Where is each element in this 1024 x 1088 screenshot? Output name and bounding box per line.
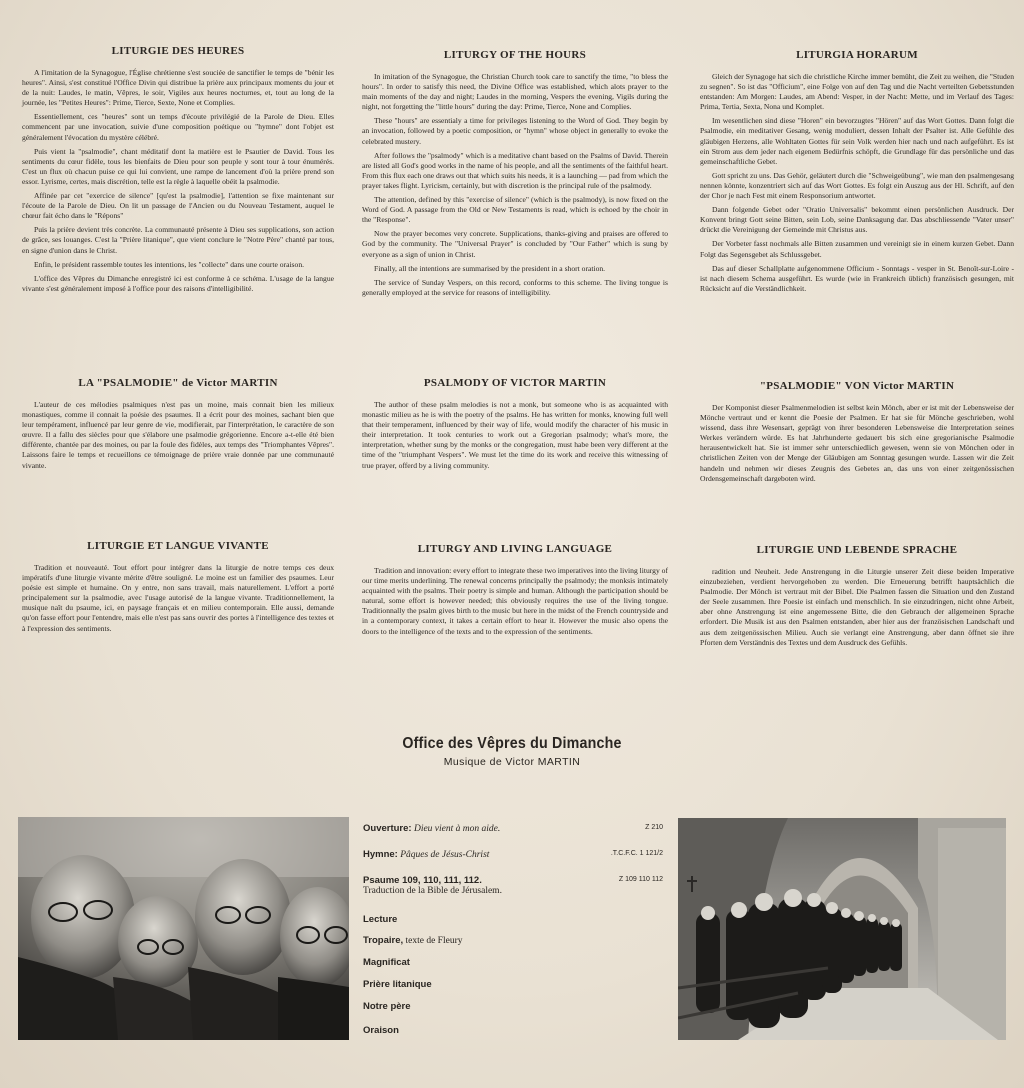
en-psalmody-section — [362, 377, 668, 475]
program-item — [363, 935, 663, 957]
section-heading: "PSALMODIE" VON Victor MARTIN — [759, 380, 955, 392]
section-heading: LITURGIE UND LEBENDE SPRACHE — [756, 544, 958, 556]
fr-language-section — [22, 540, 334, 638]
section-paragraph: Now the prayer becomes very concrete. Supplications, thanks-giving and praises are offered to God by the community. The "Universal Prayer" is concluded by "Our Father" which is sung by everyone as a sign of union in Christ. — [362, 229, 668, 259]
section-heading: LITURGY AND LIVING LANGUAGE — [417, 543, 613, 555]
program-subtitle: Musique de Victor MARTIN — [443, 756, 581, 768]
section-paragraph: The attention, defined by this "exercise of silence" (which is the psalmody), is now fixed on the Word of God. A passage from the Old or New Testaments is read, which is echoed by the choir in the "Response". — [362, 195, 668, 225]
section-paragraph: Tradition et nouveauté. Tout effort pour intégrer dans la liturgie de notre temps ces deux impératifs d'une liturgie vivante mérite d'être souligné. Le moine est un familier des psaumes. Leur poésie est simple et humaine. On y entre, non sans travail, mais naturellement. L'effort a porté principalement sur la psalmodie, avec l'usage autorisé de la langue vivante. Traditionnellement, la musique naît du psaume, ici, en paysage français et en milieu contemporain. Elle aussi, demande qu'on fasse effort pour l'entendre, mais elle n'est pas sans ouvrir des portes à l'intelligence des textes et à l'expression des sentiments. — [22, 563, 334, 633]
program-item-note: Traduction de la Bible de Jérusalem. — [363, 886, 502, 896]
section-paragraph: After follows the "psalmody" which is a meditative chant based on the Psalms of David. Therein are listed all God's good works in the name of his people, and all the sentiments of the faithful heart. From this flux each one draws out that which suits his needs, it is a launching — pad from which the prayer takes flight. Lyricism, certainly, but with discretion is the principal rule of the psalmody. — [362, 150, 669, 190]
section-paragraph: Puis vient la "psalmodie", chant méditatif dont la matière est le Psautier de David. Tous les sentiments du cœur fidèle, tous les bienfaits de Dieu pour son peuple y sont tour à tour énumérés. C'est un flux où chacun puise ce qui lui convient, une rampe de lancement d'où la prière prend son essor. Lyrisme, certes, mais discrétion, telle est la règle à laquelle obéit la psalmodie. — [22, 146, 334, 186]
fr-liturgy-section — [22, 45, 334, 298]
section-paragraph: Gleich der Synagoge hat sich die christliche Kirche immer bemüht, die Zeit zu weihen, die "Studen zu segnen". So ist das "Officium", eine Folge von auf den Tag und die Nacht verteilten Gebetsstunden entstanden: Am Morgen: Laudes, am Abend: Vesper, in der Nacht: Mette, und im Verlauf des Tages: Prima, Tertia, Sexta, Nona und Komplet. — [700, 72, 1014, 112]
section-heading: PSALMODY OF VICTOR MARTIN — [423, 377, 607, 389]
section-paragraph: The author of these psalm melodies is not a monk, but someone who is as acquainted with monastic milieu as he is with the poetry of the psalms. He has written for monks, knowing full well that their temperament, influenced by their way of life, would modify the character of his music in their interpretation. It took centuries to work out a Gregorian psalmody; what's more, the interpretation, whether sung by the monks or the congregation, must habe been very different at the time of the "triumphant Vespers". We must let the time do its work and receive this witnessing of true prayer, offerd by a living community. — [362, 400, 668, 470]
section-heading: LITURGIA HORARUM — [796, 49, 918, 61]
program-item-label: Hymne: — [363, 849, 398, 860]
section-paragraph: Essentiellement, ces "heures" sont un temps d'écoute privilégié de la Parole de Dieu. Elles commencent par une invocation, suivie d'une composition poétique ou "hymne" dont l'objet est généralement l'évocation du mystère célébré. — [22, 112, 334, 142]
fr-psalmody-section — [22, 377, 334, 475]
section-paragraph: Im wesentlichen sind diese "Horen" ein bevorzugtes "Hören" auf das Wort Gottes. Dann folgt die Psalmodie, ein meditativer Gesang, wenig moduliert, dessen Inhalt der Psalter ist. Alle Gefühle des gläubigen Herzens, alle Wohltaten Gottes für sein Volk werden hier nach und nach aufgeführt. Es ist ein Strom aus dem jeder nach eigenem Bedürfnis schöpft, die Grundlage für das persönliche und das gemeinschaftliche Gebet. — [700, 116, 1014, 166]
en-language-section — [362, 543, 668, 641]
section-paragraph: Dann folgende Gebet oder "Oratio Universalis" bekommt einen persönlichen Ausdruck. Der Konvent bringt Gott seine Bitten, sein Lob, seine Danksagung dar. Das abschliessende "Vater unser" drückt die Vereinigung der Gemeinde mit Christus aus. — [700, 205, 1014, 235]
section-paragraph: L'auteur de ces mélodies psalmiques n'est pas un moine, mais connait bien les milieux monastiques, comme il connait la poésie des psaumes. Il a écrit pour des moines, sachant bien que leur tempérament, influencé par leur genre de vie, modifierait, par l'interprétation, le caractère de son œuvre. Il a fallu des siècles pour que s'élabore une psalmodie grégorienne. Encore a-t-elle été bien différente, chantée par des moines, ou par la foule des fidèles, aux temps des "Triomphantes Vêpres". Laissons faire le temps et recueillons ce témoignage de prière vraie donnée par une communauté vivante. — [22, 400, 334, 470]
section-paragraph: L'office des Vêpres du Dimanche enregistré ici est conforme à ce schéma. L'usage de la langue vivante s'est généralement imposé à l'office pour des raisons d'intelligibilité. — [22, 273, 334, 293]
program-title: Office des Vêpres du Dimanche — [402, 735, 622, 752]
program-item-label: Lecture — [363, 914, 398, 925]
program-item — [363, 1001, 663, 1025]
program-item — [363, 823, 663, 849]
program-item — [363, 849, 663, 875]
section-paragraph: Tradition and innovation: every effort to integrate these two imperatives into the living liturgy of our time merits underlining. The renewal concerns principally the psalmody; the monksis intimately acquainted with the psalms. Their poetry is simple and human. Although the participation should be natural, some effort is however needed; this obviously requires the use of the living tongue. Traditionnally the psalm gives birth to the music but here in the midst of the French countryside and in a contemporary context, it takes a certain effort to hear it. However the music also opens the doors to the intelligence of the texts and to the expression of the sentiments. — [362, 566, 668, 636]
program-list — [363, 823, 663, 1043]
program-item-label: Notre père — [363, 1001, 411, 1012]
program-item-detail: Dieu vient à mon aide. — [413, 824, 501, 834]
program-item-label: Tropaire, — [363, 935, 404, 946]
section-paragraph: Puis la prière devient très concrète. La communauté présente à Dieu ses supplications, son action de grâce, ses louanges. C'est la "Prière litanique", que vient conclure le "Notre Père" chanté par tous, en signe d'union dans le Christ. — [22, 225, 334, 255]
de-liturgy-section — [700, 49, 1014, 298]
section-paragraph: The service of Sunday Vespers, on this record, conforms to this scheme. The living tongue is generally employed at the service for reasons of intelligibility. — [362, 277, 668, 297]
program-item — [363, 875, 663, 914]
section-paragraph: radition und Neuheit. Jede Anstrengung in die Liturgie unserer Zeit diese beiden Imperative einzubeziehen, verdient hervorgehoben zu werden. Die Erneuerung betrifft hauptsächlich die Psalmodie. Der Mönch ist vertraut mit der Bibel. Die Psalmen fassen die Situation und den Zustand der Seele zusammen. Ihre Poesie ist einfach und menschlich. In sie einzudringen, nicht ohne Arbeit, aber ohne Anstrengung ist eine angemessene Bitte, die den Gebrauch der allgemeinen Sprache erfordert. Die Musik ist aus den Psalmen entstanden, aber hier aus der französischen Landschaft und aus dem zeitgenössischen Milieu. Auch sie verlangt eine Anstrengung, aber dann öffnet sie ihre Pforten dem Verständnis des Textes und dem Ausdruck des Gefühls. — [700, 567, 1014, 647]
program-item-label: Prière litanique — [363, 979, 432, 990]
monks-choir-crypt-photo — [678, 818, 1006, 1040]
en-liturgy-section — [362, 49, 668, 302]
program-title-block — [260, 735, 764, 768]
section-paragraph: Enfin, le président rassemble toutes les intentions, les "collecte" dans une courte oraison. — [34, 259, 305, 269]
section-heading: LITURGY OF THE HOURS — [443, 49, 587, 61]
program-item — [363, 1025, 663, 1043]
section-paragraph: In imitation of the Synagogue, the Christian Church took care to sanctify the time, "to bless the hours". In order to satisfy this need, the Divine Office was established, which alots prayer to the main moments of the day and night; Laudes in the morning, Vespers the evening, Vigils during the night, not forgetting the "little hours" during the day: Prime, Tierce, None and Complies. — [362, 72, 668, 112]
de-language-section — [700, 544, 1014, 652]
program-item — [363, 914, 663, 935]
program-item — [363, 957, 663, 979]
program-item-label: Ouverture: — [363, 823, 412, 834]
section-paragraph: Affinée par cet "exercice de silence" [qu'est la psalmodie], l'attention se fixe maintenant sur l'écoute de la Parole de Dieu. On lit un passage de l'Ancien ou du Nouveau Testament, auquel le chœur fait écho dans le "Répons" — [22, 191, 334, 221]
program-item-label: Oraison — [363, 1025, 399, 1036]
program-item-code: .T.C.F.C. 1 121/2 — [610, 850, 663, 857]
section-paragraph: Der Komponist dieser Psalmenmelodien ist selbst kein Mönch, aber er ist mit der Lebensweise der Mönche vertraut und er kennt die Poesie der Psalmen. Er hat sie für Mönche geschrieben, wohl wissend, dass ihre Wesensart, geprägt von ihrer besonderen Lebensweise die Interpretation seines Werkes verändern würde. Es hat Jahrhunderte gedauert bis sich eine gregorianische Psalmodie herausentwickelt hat. Sie ist immer sehr unterschiedlich gewesen, wenn sie von Mönchen oder in christlichen Zeiten von der Menge der Gläubigen am Sonntag gesungen wurde. Lassen wir die Zeit handeln und nehmen wir dieses Zeugnis des Gebetes an, das uns von einer zeitgenössischen Ordensgemeinschaft dargeboten wird. — [700, 403, 1014, 483]
section-paragraph: These "hours" are essentialy a time for privileges listening to the Word of God. They begin by an invocation, followed by a poetic composition, or "hymn" whose object in generally to evoke the celebrated mustery. — [362, 116, 668, 146]
program-item-code: Z 109 110 112 — [618, 876, 663, 883]
program-item-detail: texte de Fleury — [405, 936, 463, 946]
section-paragraph: Der Vorbeter fasst nochmals alle Bitten zusammen und vereinigt sie in einem kurzen Gebet. Dann Folgt das Segensgebet als Schlussgebet. — [700, 239, 1014, 259]
section-paragraph: A l'imitation de la Synagogue, l'Église chrétienne s'est souciée de sanctifier le temps de "bénir les heures". Ainsi, s'est constitué l'Office Divin qui distribue la prière aux principaux moments du jour et de la nuit: Laudes, le matin, Vêpres, le soir, Vigiles aux heures nocturnes, et, tout au long de la journée, les "Petites Heures": Prime, Tierce, Sexte, None et Complies. — [22, 68, 334, 108]
de-psalmody-section — [700, 380, 1014, 488]
section-heading: LA "PSALMODIE" de Victor MARTIN — [78, 377, 278, 389]
program-item-detail: Pâques de Jésus-Christ — [400, 850, 490, 860]
program-item-code: Z 210 — [645, 824, 663, 831]
section-paragraph: Gott spricht zu uns. Das Gehör, geläutert durch die "Schweigeübung", wie man den psalmengesang nennen könnte, konzentriert sich auf das Wort Gottes. Es folgt ein Auszug aus der Hl. Schrift, auf den der Chor je nach Fest mit einem Responsorium antwortet. — [700, 170, 1014, 201]
section-paragraph: Finally, all the intentions are summarised by the president in a short oration. — [374, 263, 606, 273]
program-item — [363, 979, 663, 1001]
monks-closeup-photo — [18, 817, 349, 1040]
section-paragraph: Das auf dieser Schallplatte aufgenommene Officium - Sonntags - vesper in St. Benoît-sur-Loire - ist nach diesem Schema ausgeführt. Es wurde (wie in Frankreich üblich) französisch gesungen, mit Rücksicht auf die Verständlichkeit. — [700, 263, 1014, 293]
section-heading: LITURGIE ET LANGUE VIVANTE — [87, 540, 269, 552]
program-item-label: Magnificat — [363, 957, 410, 968]
program-item-label: Psaume 109, 110, 111, 112. — [363, 875, 482, 886]
section-heading: LITURGIE DES HEURES — [111, 45, 245, 57]
